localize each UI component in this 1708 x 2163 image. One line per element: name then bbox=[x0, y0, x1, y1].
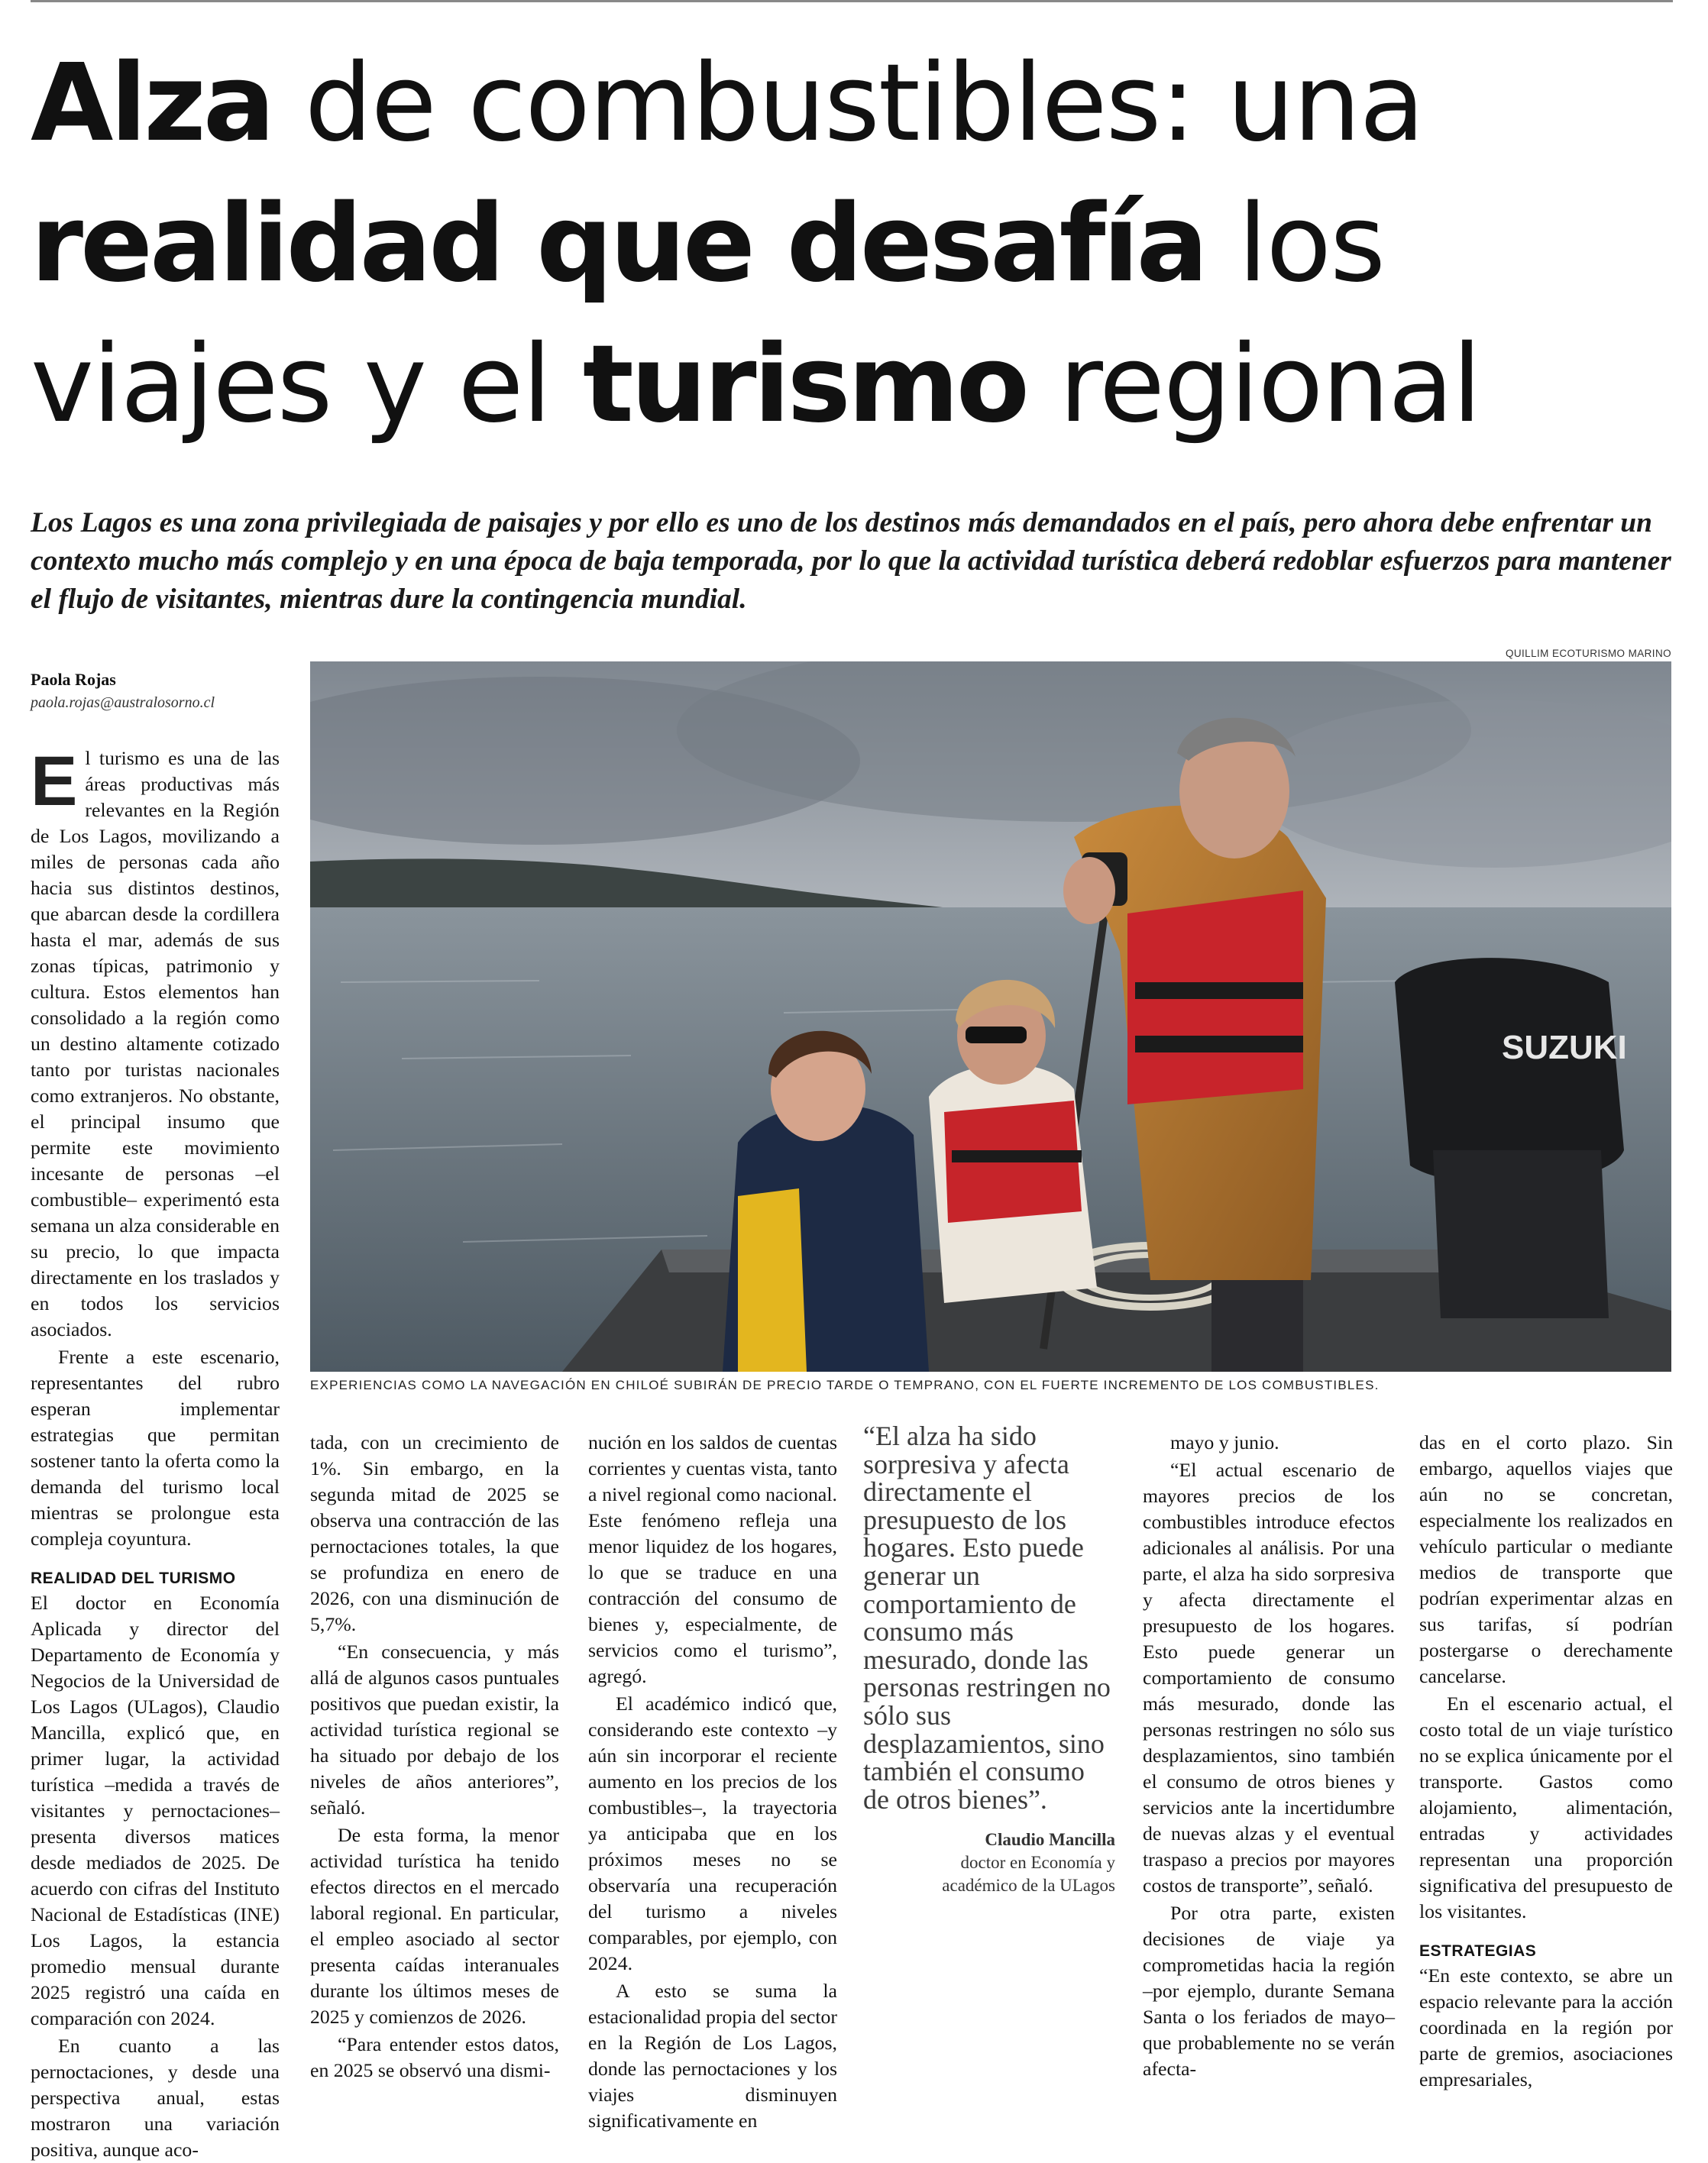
paragraph: tada, con un crecimiento de 1%. Sin embargo, en la segunda mitad de 2025 se observa una contracción de las pernoctaciones totales, la que se profundiza en enero de 2026, con una disminución de 5,7%. bbox=[310, 1431, 559, 1635]
photo-caption: EXPERIENCIAS COMO LA NAVEGACIÓN EN CHILOÉ SUBIRÁN DE PRECIO TARDE O TEMPRANO, CON EL FUERTE INCREMENTO DE LOS COMBUSTIBLES. bbox=[310, 1378, 1380, 1392]
subheading-estrategias: ESTRATEGIAS bbox=[1419, 1942, 1537, 1960]
column-1 bbox=[31, 742, 280, 2163]
headline-bold-1: Alza bbox=[31, 41, 273, 166]
pull-quote-role-1: doctor en Economía y bbox=[960, 1853, 1115, 1873]
lead-paragraph: El turismo es una de las áreas productivas más relevantes en la Región de Los Lagos, movilizando a miles de personas cada año hacia sus distintos destinos, que abarcan desde la cordillera hasta el mar, además de sus zonas típicas, patrimonio y cultura. Estos elementos han consolidado a la región como un destino altamente cotizado tanto por turistas nacionales como extranjeros. No obstante, el principal insumo que permite este movimiento incesante de personas –el combustible– experimentó esta semana un alza considerable en su precio, lo que impacta directamente en los traslados y en todos los servicios asociados. bbox=[31, 742, 280, 1340]
headline-bold-3: turismo bbox=[582, 322, 1027, 447]
article-photo bbox=[310, 661, 1671, 1372]
pull-quote-name: Claudio Mancilla bbox=[985, 1830, 1115, 1850]
top-rule bbox=[31, 0, 1673, 2]
pull-quote-text: “El alza ha sido sorpresiva y afecta directamente el presupuesto de los hogares. Esto puede generar un comportamiento de consumo más mesurado, donde las personas restringen no sólo sus desplazamientos, sino también el consumo de otros bienes”. bbox=[863, 1421, 1111, 1815]
headline-line-1: Alza de combustibles: una bbox=[31, 41, 1424, 166]
column-5 bbox=[1143, 1430, 1395, 2082]
byline-email: paola.rojas@australosorno.cl bbox=[31, 694, 215, 711]
paragraph: “Para entender estos datos, en 2025 se observó una dismi- bbox=[310, 2033, 559, 2081]
engine-brand: SUZUKI bbox=[1502, 1029, 1627, 1066]
paragraph: El doctor en Economía Aplicada y director del Departamento de Economía y Negocios de la Universidad de Los Lagos (ULagos), Claudio Mancilla, explicó que, en primer lugar, la actividad turística –medida a través de visitantes y pernoctaciones– presenta diversos matices desde mediados de 2025. De acuerdo con cifras del Instituto Nacional de Estadísticas (INE) Los Lagos, la estancia promedio mensual durante 2025 registró una caída en comparación con 2024. bbox=[31, 1592, 280, 2029]
paragraph: das en el corto plazo. Sin embargo, aquellos viajes que aún no se concretan, especialmente los realizados en vehículo particular o mediante medios de transporte que podrían experimentar alzas en sus tarifas, sí podrían postergarse o derechamente cancelarse. bbox=[1419, 1431, 1673, 1687]
column-6 bbox=[1419, 1430, 1673, 2093]
paragraph: En el escenario actual, el costo total de un viaje turístico no se explica únicamente por el transporte. Gastos como alojamiento, alimentación, entradas y actividades representan una proporción significativa del presupuesto de los visitantes. bbox=[1419, 1693, 1673, 1922]
pull-quote bbox=[863, 1422, 1115, 1897]
byline bbox=[31, 668, 290, 714]
paragraph: nución en los saldos de cuentas corrientes y cuentas vista, tanto a nivel regional como nacional. Este fenómeno refleja una menor liquidez de los hogares, lo que se traduce en una contracción del consumo de bienes y, especialmente, de servicios como el turismo”, agregó. bbox=[588, 1431, 837, 1687]
headline-bold-2: realidad que desafía bbox=[31, 182, 1205, 306]
subheading-realidad: REALIDAD DEL TURISMO bbox=[31, 1570, 236, 1587]
paragraph: De esta forma, la menor actividad turística ha tenido efectos directos en el mercado laboral regional. En particular, el empleo asociado al sector presenta caídas interanuales durante los últimos meses de 2025 y comienzos de 2026. bbox=[310, 1824, 559, 2028]
deck: Los Lagos es una zona privilegiada de paisajes y por ello es uno de los destinos más demandados en el país, pero ahora debe enfrentar un contexto mucho más complejo y en una época de baja temporada, por lo que la actividad turística deberá redoblar esfuerzos para mantener el flujo de visitantes, mientras dure la contingencia mundial. bbox=[31, 507, 1671, 615]
byline-author: Paola Rojas bbox=[31, 670, 116, 689]
paragraph: En cuanto a las pernoctaciones, y desde una perspectiva anual, estas mostraron una variación positiva, aunque aco- bbox=[31, 2035, 280, 2161]
paragraph: “En este contexto, se abre un espacio relevante para la acción coordinada en la región por parte de gremios, asociaciones empresariales, bbox=[1419, 1964, 1673, 2090]
paragraph: Por otra parte, existen decisiones de viaje ya comprometidas hacia la región –por ejemplo, durante Semana Santa o los feriados de mayo– que probablemente no se verán afecta- bbox=[1143, 1902, 1395, 2080]
column-2 bbox=[310, 1430, 559, 2084]
photo-credit: QUILLIM ECOTURISMO MARINO bbox=[1505, 648, 1671, 659]
column-3 bbox=[588, 1430, 837, 2134]
headline-line-3: viajes y el turismo regional bbox=[31, 322, 1480, 447]
paragraph: “El actual escenario de mayores precios de los combustibles introduce efectos adicionales al análisis. Por una parte, el alza ha sido sorpresiva y afecta directamente el presupuesto de los hogares. Esto puede generar un comportamiento de consumo más mesurado, donde las personas restringen no sólo sus desplazamientos, sino también el consumo de otros bienes y servicios ante la incertidumbre de nuevas alzas y el eventual traspaso a precios por mayores costos de transporte”, señaló. bbox=[1143, 1459, 1395, 1896]
paragraph: A esto se suma la estacionalidad propia del sector en la Región de Los Lagos, donde las pernoctaciones y los viajes disminuyen significativamente en bbox=[588, 1980, 837, 2132]
paragraph: Frente a este escenario, representantes del rubro esperan implementar estrategias que permitan sostener tanto la oferta como la demanda del turismo local mientras se prolongue esta compleja coyuntura. bbox=[31, 1346, 280, 1550]
headline-line-2: realidad que desafía los bbox=[31, 182, 1384, 306]
boat-scene-illustration bbox=[310, 661, 1671, 1372]
pull-quote-role-2: académico de la ULagos bbox=[942, 1876, 1115, 1896]
pull-quote-author bbox=[863, 1828, 1115, 1897]
drop-cap: E bbox=[31, 742, 78, 820]
paragraph: “En consecuencia, y más allá de algunos casos puntuales positivos que puedan existir, la actividad turística regional se ha situado por debajo de los niveles de años anteriores”, señaló. bbox=[310, 1641, 559, 1819]
paragraph: mayo y junio. bbox=[1170, 1431, 1279, 1453]
paragraph: El académico indicó que, considerando este contexto –y aún sin incorporar el reciente aumento en los precios de los combustibles–, la trayectoria ya anticipaba que en los próximos meses no se observaría una recuperación del turismo a niveles comparables, por ejemplo, con 2024. bbox=[588, 1693, 837, 1974]
